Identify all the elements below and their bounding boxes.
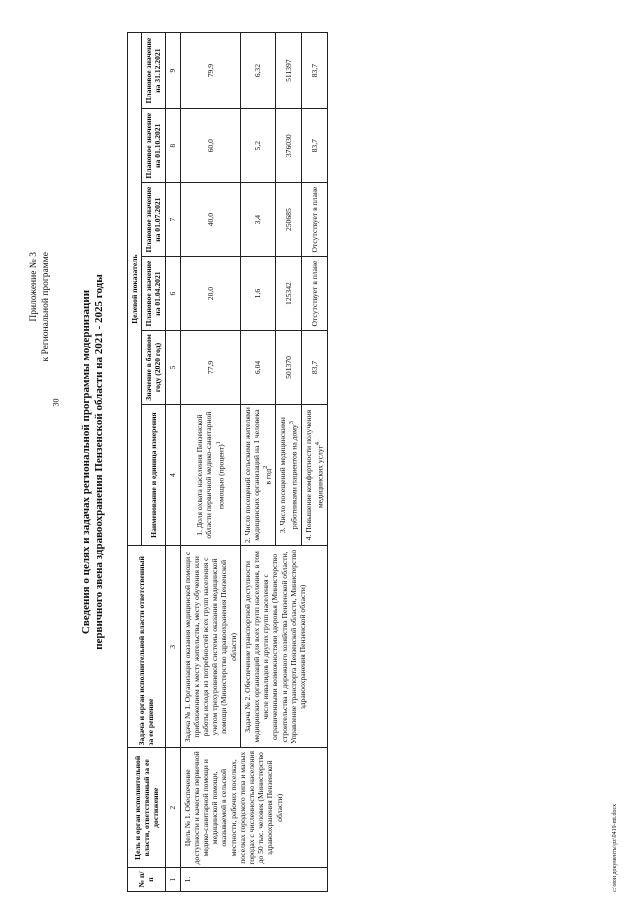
title-line-2: первичного звена здравоохранения Пензенской области на 2021 - 2025 годы <box>93 274 105 650</box>
indicator-name: 3. Число посещений медицинскими работниками пациентов на дому <box>277 417 299 534</box>
page-number: 30 <box>51 398 61 407</box>
task-1-cell: Задача № 1. Организация оказания медицинской помощи с приближением к месту жительства, месту обучения или работы исходя из потребностей всех групп населения с учетом трехуровневой системы оказания медицинской помощи (Министерство здравоохранения Пензенской области) <box>180 546 240 748</box>
footnote-mark: 4 <box>314 442 322 446</box>
title-line-1: Сведения о целях и задачах региональной программы модернизации <box>80 289 92 635</box>
header-q4: Плановое значение на 31.12.2021 <box>142 33 165 109</box>
goal-cell: Цель № 1. Обеспечение доступности и качества первичной медико-санитарной помощи и медицинской помощи, оказываемой в сельской местности, рабочих поселках, поселках городского типа и малых городах с численностью населения до 50 тыс. человек (Министерство здравоохранения Пензенской области) <box>180 748 327 868</box>
row-number: 1. <box>180 868 327 892</box>
q4-value: 6,32 <box>240 33 275 109</box>
q4-value: 83,7 <box>301 33 327 109</box>
q3-value: 83,7 <box>301 109 327 183</box>
col-number: 2 <box>165 748 180 868</box>
task-2-cell: Задача № 2. Обеспечение транспортной доступности медицинских организаций для всех групп населения, в том числе инвалидов и других групп населения с ограниченными возможностями здоровья (Министерство строительства и дорожного хозяйства Пензенской области, Управление транспорта Пензенской области, Министерство здравоохранения Пензенской области) <box>240 546 327 748</box>
indicator-name-cell <box>275 404 301 545</box>
col-number: 9 <box>165 33 180 109</box>
footnote-mark: 1 <box>214 441 222 445</box>
col-number: 7 <box>165 183 180 257</box>
col-number: 3 <box>165 546 180 748</box>
header-row-1 <box>128 33 142 892</box>
q2-value: 3,4 <box>240 183 275 257</box>
indicator-name-cell <box>301 404 327 545</box>
q1-value: 125342 <box>275 257 301 331</box>
footnote-mark: 3 <box>288 421 296 425</box>
q2-value: 250685 <box>275 183 301 257</box>
q1-value: Отсутствует в плане <box>301 257 327 331</box>
header-name: Наименование и единица измерения <box>142 404 165 545</box>
q3-value: 376030 <box>275 109 301 183</box>
header-task: Задача и орган исполнительной власти ответственный за ее решение <box>128 546 166 748</box>
header-q1: Плановое значение на 01.04.2021 <box>142 257 165 331</box>
header-q2: Плановое значение на 01.07.2021 <box>142 183 165 257</box>
base-value: 83,7 <box>301 331 327 405</box>
base-value: 501370 <box>275 331 301 405</box>
q2-value: 40,0 <box>180 183 240 257</box>
header-base: Значение в базовом году (2020 год) <box>142 331 165 405</box>
header-indicator-group: Целевой показатель <box>128 33 142 546</box>
base-value: 77,9 <box>180 331 240 405</box>
header-goal: Цель и орган исполнительной власти, ответственный за ее достижение <box>128 748 166 868</box>
q4-value: 511397 <box>275 33 301 109</box>
document-title <box>80 182 106 742</box>
col-number: 5 <box>165 331 180 405</box>
q1-value: 20,0 <box>180 257 240 331</box>
indicator-name-cell <box>180 404 240 545</box>
appendix-line-1: Приложение № 3 <box>29 252 39 322</box>
file-path-footer: c:\мои документы\pz\0419-mt.docx <box>612 803 618 892</box>
q3-value: 60,0 <box>180 109 240 183</box>
header-num: № п/п <box>128 868 166 892</box>
q1-value: 1,6 <box>240 257 275 331</box>
appendix-note <box>28 252 52 362</box>
column-number-row <box>165 33 180 892</box>
indicator-name-cell <box>240 404 275 545</box>
rotated-page-content <box>10 32 630 892</box>
footnote-mark: 2 <box>262 465 270 469</box>
col-number: 6 <box>165 257 180 331</box>
indicator-name: 2. Число посещений сельскими жителями медицинских организаций на 1 человека в год <box>242 407 273 543</box>
header-q3: Плановое значение на 01.10.2021 <box>142 109 165 183</box>
col-number: 8 <box>165 109 180 183</box>
q3-value: 5,2 <box>240 109 275 183</box>
indicator-name: 1. Доля охвата населения Пензенской области первичной медико-санитарной помощью (процент) <box>195 411 226 539</box>
q2-value: Отсутствует в плане <box>301 183 327 257</box>
base-value: 6,04 <box>240 331 275 405</box>
goals-table <box>127 32 328 892</box>
indicator-name: 4. Повышение комфортности получения медицинских услуг <box>303 409 325 541</box>
appendix-line-2: к Региональной программе <box>41 252 51 362</box>
col-number: 1 <box>165 868 180 892</box>
col-number: 4 <box>165 404 180 545</box>
q4-value: 79,9 <box>180 33 240 109</box>
table-row <box>180 33 240 892</box>
